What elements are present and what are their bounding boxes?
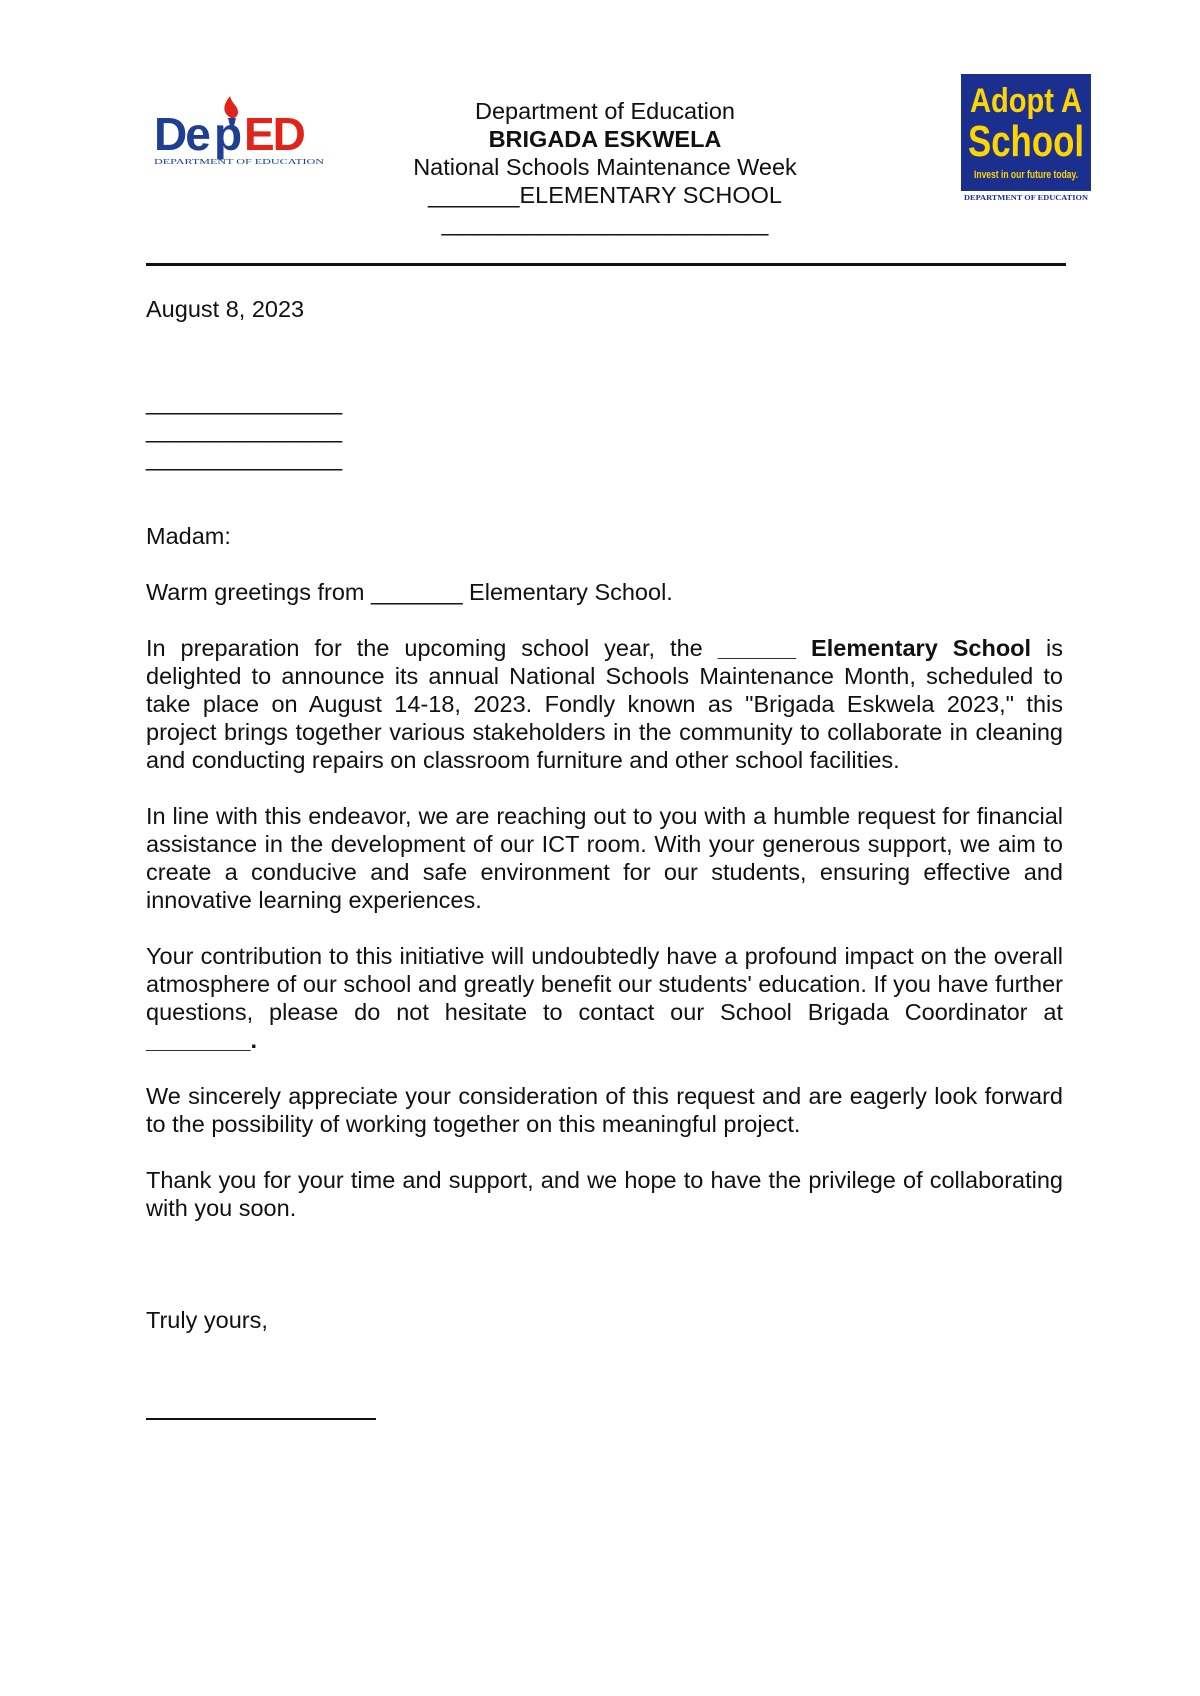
recipient-address-line: _______________ [146,445,343,471]
paragraph-3 [146,942,1063,1054]
paragraph-4: We sincerely appreciate your consideration of this request and are eagerly look forward to the possibility of working together on this meaningful project. [146,1083,1063,1137]
school-address: _________________________ [441,210,769,236]
svg-text:DEPARTMENT OF EDUCATION: DEPARTMENT OF EDUCATION [964,193,1089,202]
header-divider [146,263,1066,266]
salutation: Madam: [146,523,231,549]
closing: Truly yours, [146,1307,268,1333]
paragraph-1-start: In preparation for the upcoming school year, the [146,635,703,661]
letterhead [330,97,880,237]
deped-logo [152,92,332,172]
svg-text:Invest in our future today.: Invest in our future today. [974,169,1078,181]
school-name-blank: ______ Elementary School [717,635,1032,661]
event-name: National Schools Maintenance Week [413,154,797,180]
program-name: BRIGADA ESKWELA [488,126,722,152]
deped-logo-subtext: DEPARTMENT OF EDUCATION [154,157,325,166]
recipient-name-line: _______________ [146,389,343,415]
greeting: Warm greetings from _______ Elementary School. [146,579,673,605]
paragraph-3-start: Your contribution to this initiative will undoubtedly have a profound impact on the overall atmosphere of our school and greatly benefit our students' education. If you have further questions, please do not hesitate to contact our School Brigada Coordinator at [146,943,1063,1025]
svg-text:De: De [154,108,209,160]
department-name: Department of Education [475,98,735,124]
recipient-block [146,388,1063,472]
letter-date: August 8, 2023 [146,296,305,322]
svg-text:Adopt A: Adopt A [970,82,1082,120]
svg-text:p: p [214,108,241,160]
school-name: _______ELEMENTARY SCHOOL [428,182,782,208]
paragraph-5: Thank you for your time and support, and we hope to have the privilege of collaborating with you soon. [146,1167,1063,1221]
paragraph-2: In line with this endeavor, we are reaching out to you with a humble request for financial assistance in the development of our ICT room. With your generous support, we aim to create a conducive and safe environment for our students, ensuring effective and innovative learning experiences. [146,803,1063,913]
signature-line [146,1418,376,1420]
svg-text:ED: ED [244,108,304,160]
adopt-a-school-logo [961,74,1091,202]
svg-text:School: School [968,117,1084,166]
recipient-title-line: _______________ [146,417,343,443]
paragraph-1-rest: is delighted to announce its annual National Schools Maintenance Month, scheduled to take place on August 14-18, 2023. Fondly known as "Brigada Eskwela 2023," this project brings together various stakeholders in the community to collaborate in cleaning and conducting repairs on classroom furniture and other school facilities. [146,635,1064,773]
paragraph-1 [146,634,1063,774]
coordinator-contact-blank: ________. [146,1027,258,1053]
